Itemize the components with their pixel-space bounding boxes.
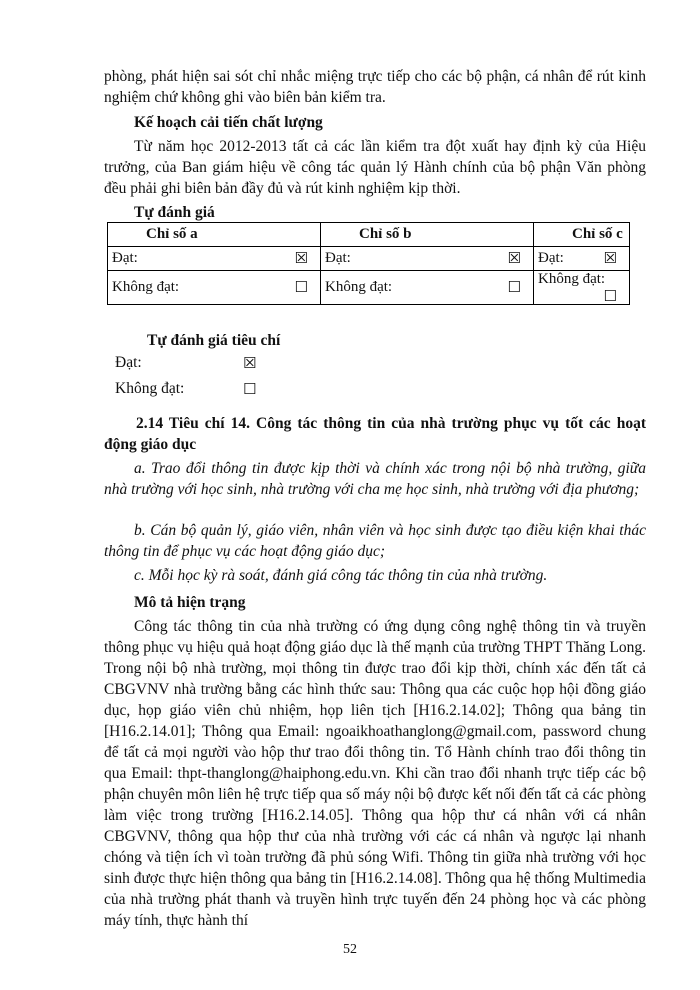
- cell-b-fail: [321, 271, 534, 305]
- fail-label: Không đạt:: [325, 279, 393, 295]
- header-indicator-a: Chỉ số a: [108, 223, 321, 247]
- table-header-row: [108, 223, 630, 247]
- cell-a-fail: [108, 271, 321, 305]
- pass-label: Đạt:: [538, 250, 564, 266]
- criterion-item-c: c. Mỗi học kỳ rà soát, đánh giá công tác thông tin của nhà trường.: [134, 567, 548, 584]
- cell-c-fail: [534, 271, 630, 305]
- criterion-eval-heading: Tự đánh giá tiêu chí: [147, 332, 281, 349]
- checked-box-icon[interactable]: ☒: [294, 249, 308, 267]
- fail-label: Không đạt:: [538, 271, 606, 287]
- status-paragraph: Công tác thông tin của nhà trường có ứng dụng công nghệ thông tin và truyền thông phục vụ hiệu quả hoạt động giáo dục là thế mạnh của trường THPT Thăng Long. Trong nội bộ nhà trường, mọi thông tin được trao đổi kịp thời, chính xác đến tất cả CBGVNV nhà trường bằng các hình thức sau: Thông qua các cuộc họp hội đồng giáo dục, họp giáo viên chủ nhiệm, họp liên tịch [H16.2.14.02]; Thông qua bảng tin [H16.2.14.01]; Thông qua Email: ngoaikhoathanglong@gmail.com, password chung để tất cả mọi người vào hộp thư trao đổi thông tin. Tổ Hành chính trao đổi thông tin qua Email: thpt-thanglong@haiphong.edu.vn. Khi cần trao đổi nhanh trực tiếp các bộ phận chuyên môn liên hệ trực tiếp qua số máy nội bộ được kết nối đến tất cả các phòng làm việc trong trường [H16.2.14.05]. Thông qua hộp thư cá nhân với cá nhân CBGVNV, thông qua hộp thư của nhà trường với các cá nhân và ngược lại nhanh chóng và tiện ích vì toàn trường đã phủ sóng Wifi. Thông tin giữa nhà trường với học sinh được thực hiện thông qua bảng tin [H16.2.14.08]. Thông qua hệ thống Multimedia của nhà trường phát thanh và truyền hình trực tuyến đến 24 phòng học và các phòng máy tính, thực hành thí: [104, 618, 646, 929]
- status-heading: Mô tả hiện trạng: [134, 594, 246, 611]
- self-eval-heading: Tự đánh giá: [134, 204, 215, 221]
- unchecked-box-icon[interactable]: ☐: [603, 287, 617, 305]
- criterion-unchecked-box-icon[interactable]: ☐: [243, 380, 257, 398]
- table-row-pass: [108, 247, 630, 271]
- fail-label: Không đạt:: [112, 279, 180, 295]
- plan-paragraph: Từ năm học 2012-2013 tất cả các lần kiểm tra đột xuất hay định kỳ của Hiệu trưởng, của Ban giám hiệu về công tác quản lý Hành chính của bộ phận Văn phòng đều phải ghi biên bản đầy đủ và rút kinh nghiệm kịp thời.: [104, 138, 646, 197]
- cell-c-pass: [534, 247, 630, 271]
- criterion-pass-label: Đạt:: [115, 354, 142, 371]
- criterion-checked-box-icon[interactable]: ☒: [243, 354, 257, 372]
- page-number: 52: [343, 942, 357, 957]
- pass-label: Đạt:: [325, 250, 351, 266]
- checked-box-icon[interactable]: ☒: [507, 249, 521, 267]
- criterion-fail-label: Không đạt:: [115, 380, 185, 397]
- section-heading: 2.14 Tiêu chí 14. Công tác thông tin của nhà trường phục vụ tốt các hoạt động giáo dục: [104, 415, 646, 453]
- checked-box-icon[interactable]: ☒: [603, 249, 617, 267]
- unchecked-box-icon[interactable]: ☐: [294, 278, 308, 296]
- cell-b-pass: [321, 247, 534, 271]
- header-indicator-c: Chỉ số c: [534, 223, 630, 247]
- header-indicator-b: Chỉ số b: [321, 223, 534, 247]
- cell-a-pass: [108, 247, 321, 271]
- pass-label: Đạt:: [112, 250, 138, 266]
- plan-heading: Kế hoạch cải tiến chất lượng: [134, 114, 323, 131]
- table-row-fail: [108, 271, 630, 305]
- unchecked-box-icon[interactable]: ☐: [507, 278, 521, 296]
- intro-paragraph: phòng, phát hiện sai sót chỉ nhắc miệng trực tiếp cho các bộ phận, cá nhân để rút kinh nghiệm chứ không ghi vào biên bản kiểm tra.: [104, 68, 646, 106]
- criterion-item-b: b. Cán bộ quản lý, giáo viên, nhân viên và học sinh được tạo điều kiện khai thác thông tin để phục vụ các hoạt động giáo dục;: [104, 522, 646, 560]
- criterion-item-a: a. Trao đổi thông tin được kịp thời và chính xác trong nội bộ nhà trường, giữa nhà trường với học sinh, nhà trường với cha mẹ học sinh, nhà trường với địa phương;: [104, 460, 646, 498]
- self-eval-table: [107, 222, 630, 305]
